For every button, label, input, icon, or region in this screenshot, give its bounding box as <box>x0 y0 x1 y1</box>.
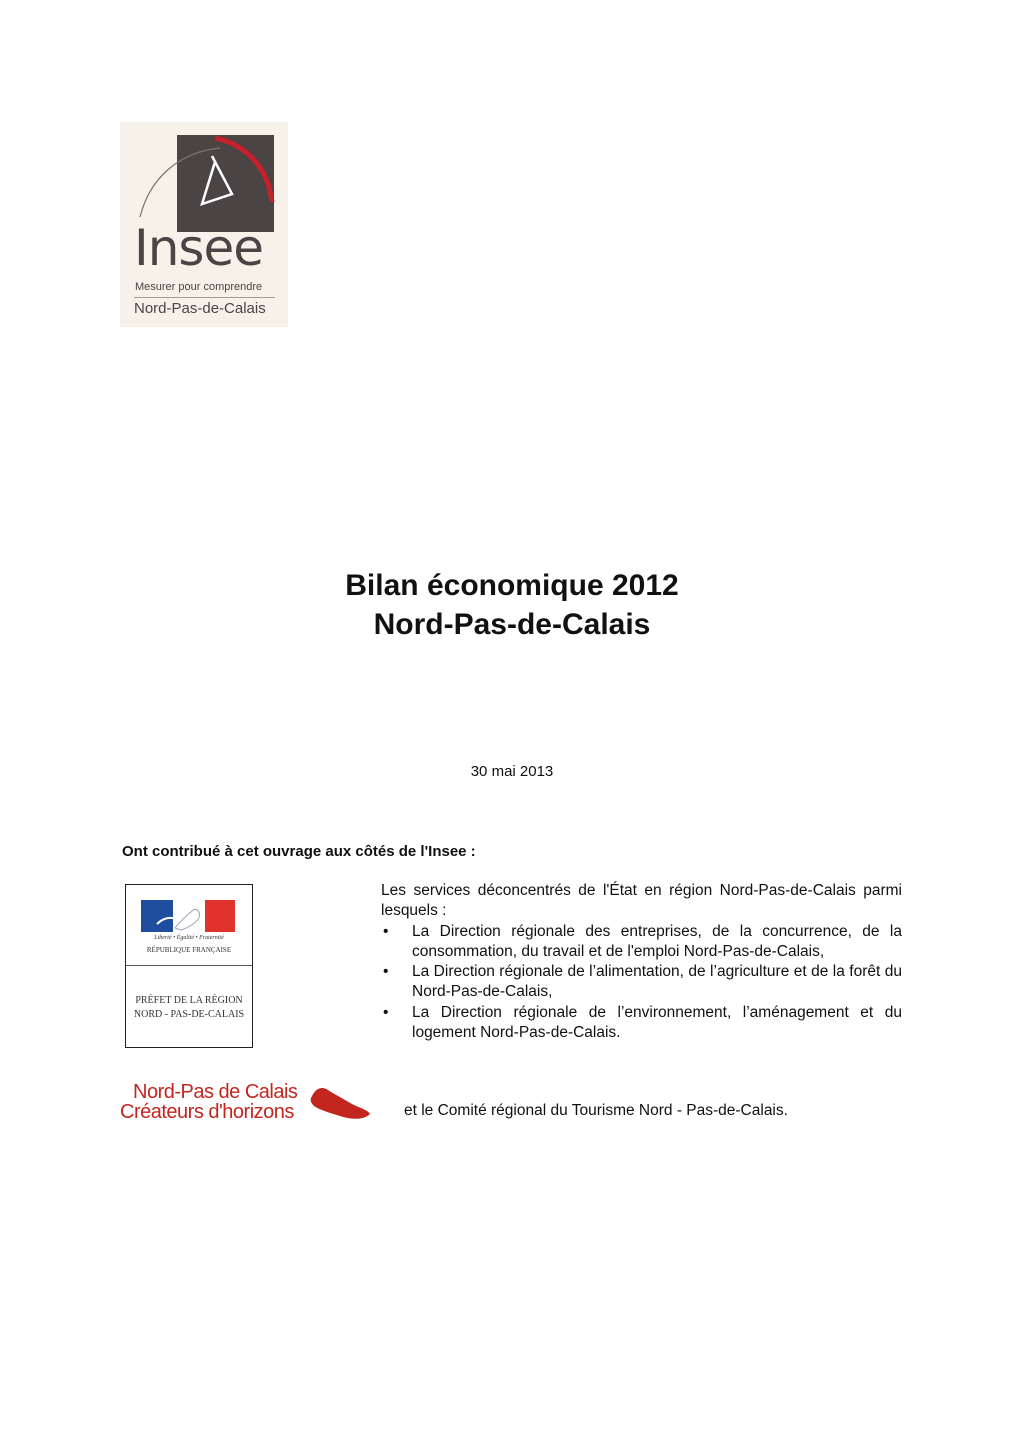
publication-date: 30 mai 2013 <box>470 763 554 780</box>
prefet-motto: Liberté • Égalité • Fraternité <box>154 935 224 941</box>
prefet-republic: RÉPUBLIQUE FRANÇAISE <box>146 946 232 954</box>
services-block <box>381 881 902 1043</box>
insee-wordmark: Insee <box>134 219 264 277</box>
tourism-logo-line-1: Nord-Pas de Calais <box>133 1081 298 1103</box>
prefet-divider <box>126 965 252 966</box>
tourism-committee-text: et le Comité régional du Tourisme Nord - Pas-de-Calais. <box>404 1102 788 1119</box>
prefet-line-1: PRÉFET DE LA RÉGION <box>135 995 243 1006</box>
document-title-line-2: Nord-Pas-de-Calais <box>373 608 651 641</box>
region-shape-icon <box>308 1082 372 1122</box>
insee-region: Nord-Pas-de-Calais <box>134 300 266 317</box>
insee-divider <box>134 297 275 298</box>
document-title-line-1: Bilan économique 2012 <box>345 569 679 602</box>
prefet-line-2: NORD - PAS-DE-CALAIS <box>133 1009 245 1020</box>
tourism-logo-line-2: Créateurs d'horizons <box>120 1101 294 1123</box>
insee-logo <box>120 122 288 327</box>
marianne-flag-icon <box>141 900 237 934</box>
list-item: • La Direction régionale des entreprises, de la concurrence, de la consommation, du travail et de l'emploi Nord-Pas-de-Calais, <box>381 922 902 963</box>
services-list <box>381 922 902 1044</box>
prefet-logo <box>125 884 253 1048</box>
tourism-logo <box>120 1078 372 1124</box>
services-intro: Les services déconcentrés de l'État en région Nord-Pas-de-Calais parmi lesquels : <box>381 882 902 920</box>
insee-tagline: Mesurer pour comprendre <box>135 281 263 293</box>
list-item: • La Direction régionale de l’alimentation, de l’agriculture et de la forêt du Nord-Pas-de-Calais, <box>381 962 902 1003</box>
list-item: • La Direction régionale de l’environnement, l’aménagement et du logement Nord-Pas-de-Calais. <box>381 1003 902 1044</box>
contributors-heading: Ont contribué à cet ouvrage aux côtés de l'Insee : <box>122 843 476 860</box>
